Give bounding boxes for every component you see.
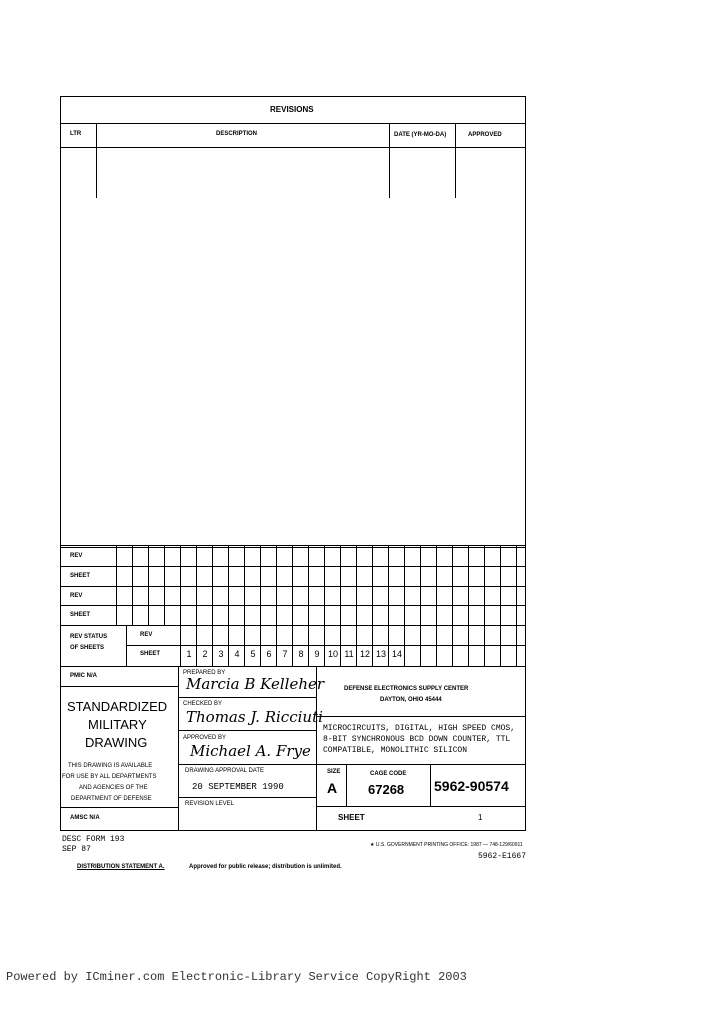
- availability-text-3: AND AGENCIES OF THE: [79, 785, 148, 791]
- rev-status-divider: [126, 625, 127, 667]
- revision-level-label: REVISION LEVEL: [185, 801, 235, 807]
- col-approved-header: APPROVED: [468, 132, 502, 138]
- revisions-block: [60, 96, 526, 548]
- grid-column-line: [436, 545, 437, 625]
- availability-text-1: THIS DRAWING IS AVAILABLE: [68, 763, 153, 769]
- row-sheet-1-label: SHEET: [70, 573, 91, 579]
- grid-column-line: [372, 625, 373, 667]
- grid-column-line: [372, 545, 373, 625]
- rev-status-label-1: REV STATUS: [70, 634, 108, 640]
- agency-name: DEFENSE ELECTRONICS SUPPLY CENTER: [344, 686, 469, 692]
- sheet-number: 9: [314, 649, 320, 659]
- checked-by-label: CHECKED BY: [183, 701, 223, 707]
- revisions-title-divider: [60, 123, 526, 124]
- rev-status-label-2: OF SHEETS: [70, 645, 105, 651]
- grid-column-line: [484, 625, 485, 667]
- grid-column-line: [436, 625, 437, 667]
- grid-column-line: [452, 625, 453, 667]
- distribution-text: Approved for public release; distribution is unlimited.: [189, 864, 342, 870]
- grid-column-line: [356, 625, 357, 667]
- sheet-text-label: SHEET: [338, 813, 365, 822]
- grid-column-line: [500, 545, 501, 625]
- revisions-title: REVISIONS: [270, 105, 314, 114]
- watermark: Powered by ICminer.com Electronic-Library Service CopyRight 2003: [6, 970, 467, 984]
- grid-column-line: [164, 545, 165, 625]
- smd-title-3: DRAWING: [85, 735, 148, 750]
- cage-code-label: CAGE CODE: [370, 771, 407, 777]
- grid-column-line: [516, 625, 517, 667]
- grid-column-line: [468, 625, 469, 667]
- size-label: SIZE: [327, 769, 341, 775]
- grid-column-line: [516, 545, 517, 625]
- prepared-by-label: PREPARED BY: [183, 670, 226, 676]
- grid-column-line: [196, 625, 197, 667]
- drawing-description-2: 8-BIT SYNCHRONOUS BCD DOWN COUNTER, TTL: [323, 735, 511, 744]
- grid-column-line: [468, 545, 469, 625]
- grid-column-line: [420, 545, 421, 625]
- grid-column-line: [404, 625, 405, 667]
- sheet-label: SHEET: [140, 651, 161, 657]
- agency-divider: [316, 716, 526, 717]
- approved-by-signature: Michael A. Frye: [190, 742, 311, 760]
- grid-column-line: [212, 625, 213, 667]
- drawing-description-1: MICROCIRCUITS, DIGITAL, HIGH SPEED CMOS,: [323, 724, 516, 733]
- approval-date-label: DRAWING APPROVAL DATE: [185, 768, 265, 774]
- sheet-number: 10: [327, 649, 338, 659]
- date-divider: [178, 797, 316, 798]
- sheet-number: 1: [186, 649, 192, 659]
- grid-column-line: [340, 545, 341, 625]
- grid-column-line: [292, 625, 293, 667]
- grid-column-line: [324, 625, 325, 667]
- grid-row-line: [60, 625, 526, 626]
- gpo-imprint: ★ U.S. GOVERNMENT PRINTING OFFICE: 1987 — 748-129/60911: [370, 842, 523, 848]
- col-ltr-header: LTR: [70, 131, 82, 137]
- drawing-number: 5962-90574: [434, 778, 509, 794]
- sheet-number: 5: [250, 649, 256, 659]
- sheet-number: 2: [202, 649, 208, 659]
- sheet-number: 12: [359, 649, 370, 659]
- number-divider: [316, 806, 526, 807]
- grid-column-line: [276, 545, 277, 625]
- checked-by-signature: Thomas J. Ricciuti: [186, 708, 323, 726]
- sheet-number: 11: [344, 649, 354, 659]
- grid-column-line: [420, 625, 421, 667]
- title-block-divider-1: [178, 666, 179, 831]
- grid-column-line: [388, 625, 389, 667]
- grid-column-line: [148, 545, 149, 625]
- sheet-number: 7: [282, 649, 288, 659]
- grid-column-line: [228, 625, 229, 667]
- amsc-divider: [60, 807, 178, 808]
- grid-column-line: [500, 625, 501, 667]
- grid-column-line: [196, 545, 197, 625]
- grid-column-line: [116, 545, 117, 625]
- approved-divider: [178, 764, 316, 765]
- grid-column-line: [212, 545, 213, 625]
- description-divider: [316, 764, 526, 765]
- col-date-header: DATE (YR-MO-DA): [394, 132, 447, 138]
- grid-column-line: [324, 545, 325, 625]
- row-rev-2-label: REV: [70, 593, 83, 599]
- approval-date-value: 20 SEPTEMBER 1990: [192, 782, 284, 792]
- smd-title-1: STANDARDIZED: [67, 699, 168, 714]
- sheet-number: 14: [391, 649, 402, 659]
- prepared-by-signature: Marcia B Kelleher: [186, 675, 325, 693]
- grid-column-line: [404, 545, 405, 625]
- grid-row-line: [60, 566, 526, 567]
- checked-divider: [178, 730, 316, 731]
- grid-column-line: [132, 545, 133, 625]
- grid-column-line: [308, 545, 309, 625]
- grid-column-line: [356, 545, 357, 625]
- row-rev-1-label: REV: [70, 553, 83, 559]
- sheet-number: 13: [375, 649, 386, 659]
- sheet-number: 6: [266, 649, 272, 659]
- rev-label: REV: [140, 632, 153, 638]
- grid-column-line: [308, 625, 309, 667]
- form-date: SEP 87: [62, 845, 91, 854]
- amsc-text: AMSC N/A: [70, 815, 100, 821]
- smd-title-2: MILITARY: [88, 717, 147, 732]
- distribution-label: DISTRIBUTION STATEMENT A.: [77, 864, 165, 870]
- grid-column-line: [260, 625, 261, 667]
- availability-text-4: DEPARTMENT OF DEFENSE: [71, 796, 152, 802]
- rev-status-divider: [180, 625, 181, 667]
- agency-address: DAYTON, OHIO 45444: [380, 697, 442, 703]
- grid-column-line: [292, 545, 293, 625]
- sheet-number: 3: [218, 649, 224, 659]
- rev-status-grid: [60, 545, 526, 667]
- col-description-header: DESCRIPTION: [216, 131, 258, 137]
- cage-divider: [430, 764, 431, 806]
- form-number: DESC FORM 193: [62, 835, 125, 844]
- size-value: A: [327, 780, 338, 796]
- grid-column-line: [244, 545, 245, 625]
- grid-column-line: [244, 625, 245, 667]
- cage-code-value: 67268: [368, 782, 405, 797]
- grid-column-line: [180, 545, 181, 625]
- grid-row-line: [60, 586, 526, 587]
- pmic-text: PMIC N/A: [70, 673, 97, 679]
- sheet-text-value: 1: [478, 813, 483, 822]
- approved-by-label: APPROVED BY: [183, 735, 227, 741]
- col-divider-date: [455, 123, 456, 198]
- pmic-divider: [60, 686, 178, 687]
- grid-column-line: [484, 545, 485, 625]
- grid-column-line: [228, 545, 229, 625]
- availability-text-2: FOR USE BY ALL DEPARTMENTS: [62, 774, 157, 780]
- row-sheet-2-label: SHEET: [70, 612, 91, 618]
- grid-column-line: [260, 545, 261, 625]
- grid-column-line: [452, 545, 453, 625]
- sheet-number: 4: [234, 649, 240, 659]
- prepared-divider: [178, 697, 316, 698]
- grid-row-line: [126, 645, 526, 646]
- sheet-number: 8: [298, 649, 304, 659]
- size-divider: [346, 764, 347, 806]
- grid-column-line: [340, 625, 341, 667]
- col-divider-description: [389, 123, 390, 198]
- drawing-description-3: COMPATIBLE, MONOLITHIC SILICON: [323, 746, 468, 755]
- grid-column-line: [388, 545, 389, 625]
- grid-row-line: [60, 605, 526, 606]
- document-code: 5962-E1667: [478, 852, 527, 861]
- col-divider-ltr: [96, 123, 97, 198]
- grid-column-line: [276, 625, 277, 667]
- revisions-header-divider: [60, 147, 526, 148]
